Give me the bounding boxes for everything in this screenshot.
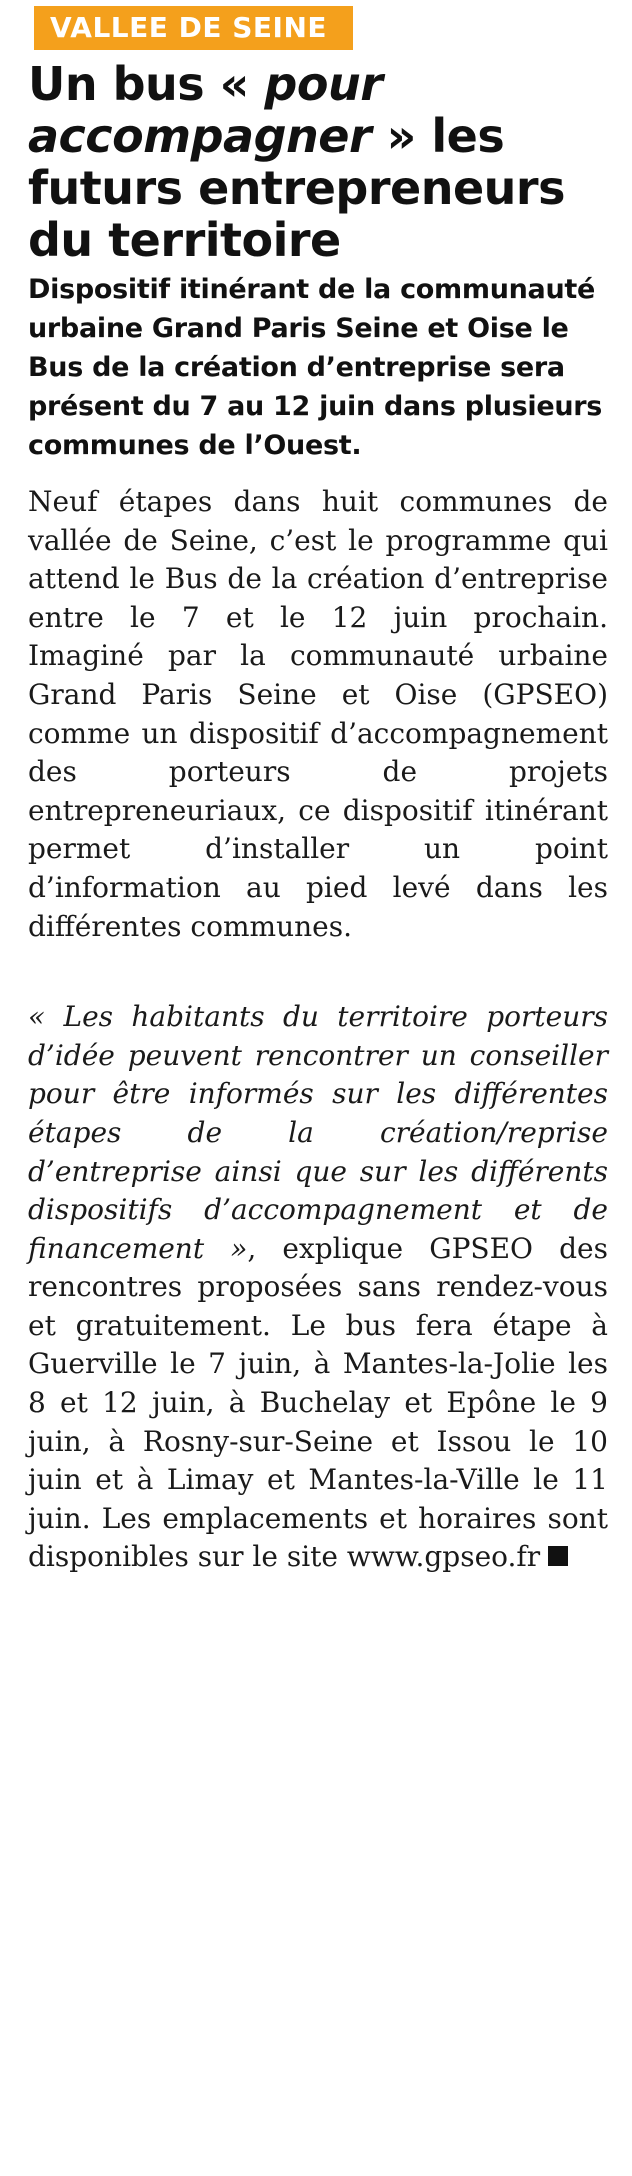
quote: « Les habitants du territoire porteurs d’idée peuvent rencontrer un conseiller pour être informés sur les différentes étapes de la création/reprise d’entreprise ainsi que sur les différents dispositifs d’accompagnement et de financement » <box>28 1000 608 1265</box>
paragraph-2 <box>28 998 608 1577</box>
section-kicker: VALLEE DE SEINE <box>34 6 353 50</box>
paragraph-2-text: , explique GPSEO des rencontres proposées sans rendez-vous et gratuitement. Le bus fera étape à Guerville le 7 juin, à Mantes-la-Jolie les 8 et 12 juin, à Buchelay et Epône le 9 juin, à Rosny-sur-Seine et Issou le 10 juin et à Limay et Mantes-la-Ville le 11 juin. Les emplacements et horaires sont disponibles sur le site www.gpseo.fr <box>28 1231 608 1574</box>
headline-part1: Un bus « <box>28 57 265 111</box>
article <box>28 6 608 1577</box>
paragraph-1: Neuf étapes dans huit communes de vallée de Seine, c’est le programme qui attend le Bus de la création d’entreprise entre le 7 et le 12 juin prochain. Imaginé par la communauté urbaine Grand Paris Seine et Oise (GPSEO) comme un dispositif d’accompagnement des porteurs de projets entrepreneuriaux, ce dispositif itinérant permet d’installer un point d’information au pied levé dans les différentes communes. <box>28 485 608 943</box>
headline <box>28 58 608 266</box>
headline-part2: » les futurs entrepreneurs du territoire <box>28 109 565 267</box>
standfirst: Dispositif itinérant de la communauté urbaine Grand Paris Seine et Oise le Bus de la création d’entreprise sera présent du 7 au 12 juin dans plusieurs communes de l’Ouest. <box>28 274 603 461</box>
end-of-article-square-icon <box>548 1546 568 1566</box>
headline-italic: pour accompagner <box>28 57 383 163</box>
